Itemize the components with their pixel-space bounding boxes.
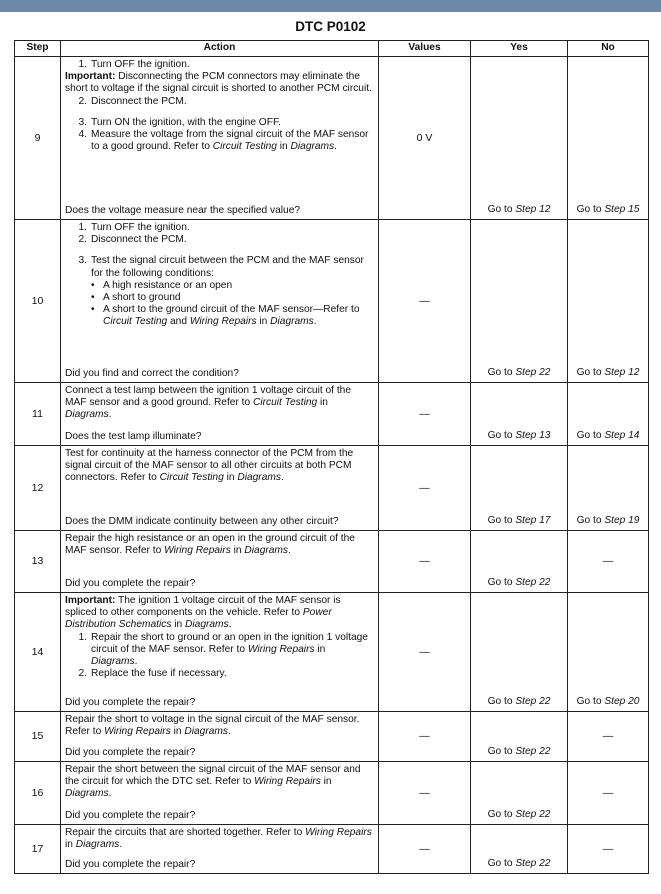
bullet-text: A short to ground <box>103 292 181 304</box>
step-number: 9 <box>15 57 61 220</box>
action-text: Test for continuity at the harness connector of the PCM from the signal circuit of the MAF sensor to all other circuits at both PCM connectors. Refer to Circuit Testing in Diagrams. <box>65 448 354 484</box>
no-cell: — <box>568 825 649 874</box>
action-text: Turn OFF the ignition. <box>91 59 190 70</box>
yes-cell: Go to Step 13 <box>471 383 568 446</box>
action-text: Repair the short to ground or an open in the ignition 1 voltage circuit of the MAF sensor. Refer to Wiring Repairs in Diagrams. <box>91 631 368 668</box>
value-cell: — <box>379 446 471 531</box>
table-row <box>15 712 649 762</box>
value-cell: — <box>379 825 471 874</box>
table-row <box>15 446 649 531</box>
header-no: No <box>568 41 649 57</box>
value-cell: — <box>379 220 471 383</box>
no-cell: Go to Step 15 <box>568 57 649 220</box>
table-row <box>15 57 649 220</box>
action-question: Did you complete the repair? <box>65 696 196 708</box>
header-action: Action <box>61 41 379 57</box>
yes-cell: Go to Step 17 <box>471 446 568 531</box>
yes-cell: Go to Step 22 <box>471 712 568 762</box>
action-question: Does the test lamp illuminate? <box>65 430 202 442</box>
step-number: 10 <box>15 220 61 383</box>
action-question: Does the DMM indicate continuity between any other circuit? <box>65 515 339 527</box>
no-cell: Go to Step 20 <box>568 593 649 712</box>
action-text: Turn OFF the ignition. <box>91 222 190 233</box>
yes-cell: Go to Step 22 <box>471 762 568 825</box>
no-cell: Go to Step 12 <box>568 220 649 383</box>
step-number: 11 <box>15 383 61 446</box>
table-row <box>15 825 649 874</box>
action-text: Disconnect the PCM. <box>91 234 187 246</box>
important-text: The ignition 1 voltage circuit of the MAF sensor is spliced to other components on the vehicle. Refer to Power Distribution Schematics in Diagrams. <box>65 595 341 631</box>
table-row <box>15 531 649 593</box>
action-text: Test the signal circuit between the PCM and the MAF sensor for the following conditions: <box>91 255 364 279</box>
table-row <box>15 593 649 712</box>
action-text: Replace the fuse if necessary. <box>91 668 227 680</box>
no-cell: — <box>568 762 649 825</box>
value-cell: — <box>379 531 471 593</box>
action-question: Did you complete the repair? <box>65 746 196 758</box>
value-cell: — <box>379 712 471 762</box>
value-cell: — <box>379 383 471 446</box>
value-cell: — <box>379 593 471 712</box>
step-number: 15 <box>15 712 61 762</box>
action-text: Repair the high resistance or an open in the ground circuit of the MAF sensor. Refer to Wiring Repairs in Diagrams. <box>65 533 355 557</box>
page-title: DTC P0102 <box>295 19 366 34</box>
table-row <box>15 762 649 825</box>
bullet-text: A short to the ground circuit of the MAF sensor—Refer to Circuit Testing and Wiring Repairs in Diagrams. <box>103 304 360 328</box>
important-text: Disconnecting the PCM connectors may eliminate the short to voltage if the signal circuit is shorted to another PCM circuit. <box>65 71 372 95</box>
action-cell <box>61 712 379 762</box>
no-cell: Go to Step 14 <box>568 383 649 446</box>
action-text: Turn ON the ignition, with the engine OFF. <box>91 116 281 128</box>
action-text: Disconnect the PCM. <box>91 95 187 107</box>
action-cell <box>61 446 379 531</box>
action-cell <box>61 383 379 446</box>
action-text: Repair the short between the signal circuit of the MAF sensor and the circuit for which the DTC set. Refer to Wiring Repairs in Diagrams. <box>65 764 361 800</box>
step-number: 13 <box>15 531 61 593</box>
action-cell <box>61 531 379 593</box>
no-cell: — <box>568 712 649 762</box>
no-cell: — <box>568 531 649 593</box>
step-number: 17 <box>15 825 61 874</box>
action-cell: 1. Turn OFF the ignition. Important: Disconnecting the PCM connectors may eliminate the short to voltage if the signal circuit is shorted to another PCM circuit. 2. Disconnect the PCM. 3. Turn ON the ignition, with the engine OFF. 4. Measure the voltage from the signal circuit of the MAF sensor to a good ground. Refer to Circuit Testing in Diagrams. Does the voltage measure near the specified value? <box>61 57 379 220</box>
action-cell <box>61 762 379 825</box>
window-top-bar <box>0 0 661 12</box>
step-number: 12 <box>15 446 61 531</box>
action-question: Did you find and correct the condition? <box>65 367 239 379</box>
action-text: Connect a test lamp between the ignition 1 voltage circuit of the MAF sensor and a good ground. Refer to Circuit Testing in Diagrams. <box>65 385 351 421</box>
value-cell: — <box>379 762 471 825</box>
header-row <box>15 41 649 57</box>
action-question: Does the voltage measure near the specified value? <box>65 204 301 216</box>
action-text: Measure the voltage from the signal circuit of the MAF sensor to a good ground. Refer to Circuit Testing in Diagrams. <box>91 129 369 153</box>
action-cell: 1. Turn OFF the ignition. 2. Disconnect the PCM. 3. Test the signal circuit between the PCM and the MAF sensor for the following conditions: • A high resistance or an open • A short to ground • A short to the ground circuit of the MAF sensor—Refer to Circuit Testing and Wiring Repairs in Diagrams. Did you find and correct the condition? <box>61 220 379 383</box>
step-number: 14 <box>15 593 61 712</box>
header-step: Step <box>15 41 61 57</box>
step-number: 16 <box>15 762 61 825</box>
dtc-table <box>14 40 649 874</box>
important-label: Important: <box>65 595 116 606</box>
table-row <box>15 383 649 446</box>
action-question: Did you complete the repair? <box>65 809 196 821</box>
no-cell: Go to Step 19 <box>568 446 649 531</box>
action-question: Did you complete the repair? <box>65 577 196 589</box>
yes-cell: Go to Step 22 <box>471 220 568 383</box>
important-label: Important: <box>65 71 116 83</box>
yes-cell: Go to Step 12 <box>471 57 568 220</box>
action-cell: Important: The ignition 1 voltage circuit of the MAF sensor is spliced to other components on the vehicle. Refer to Power Distribution Schematics in Diagrams. 1. Repair the short to ground or an open in the ignition 1 voltage circuit of the MAF sensor. Refer to Wiring Repairs in Diagrams. 2. Replace the fuse if necessary. Did you complete the repair? <box>61 593 379 712</box>
yes-cell: Go to Step 22 <box>471 531 568 593</box>
action-text: Repair the circuits that are shorted together. Refer to Wiring Repairs in Diagrams. <box>65 827 372 851</box>
action-text: Repair the short to voltage in the signal circuit of the MAF sensor. Refer to Wiring Repairs in Diagrams. <box>65 714 360 738</box>
yes-cell: Go to Step 22 <box>471 825 568 874</box>
header-values: Values <box>379 41 471 57</box>
table-row <box>15 220 649 383</box>
bullet-text: A high resistance or an open <box>103 279 233 291</box>
action-cell <box>61 825 379 874</box>
header-yes: Yes <box>471 41 568 57</box>
action-question: Did you complete the repair? <box>65 858 196 870</box>
yes-cell: Go to Step 22 <box>471 593 568 712</box>
value-cell: 0 V <box>379 57 471 220</box>
